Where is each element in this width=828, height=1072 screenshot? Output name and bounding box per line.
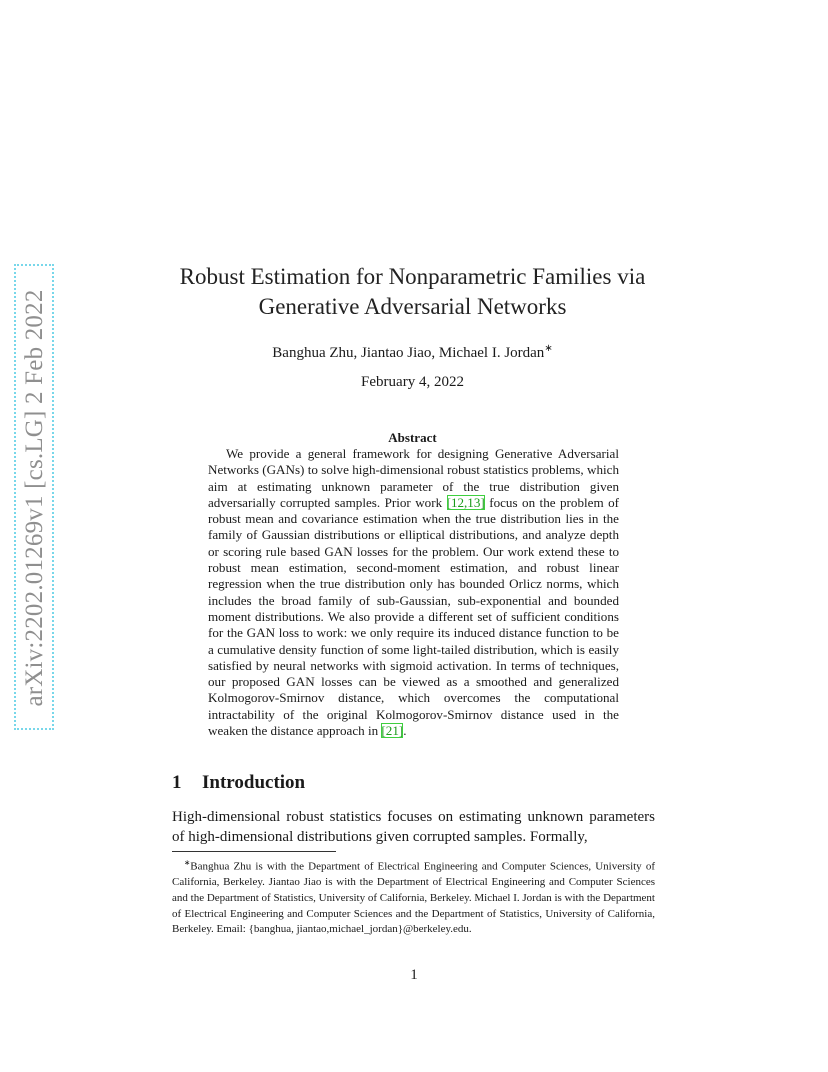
author-names: Banghua Zhu, Jiantao Jiao, Michael I. Jordan xyxy=(272,345,545,361)
title-line-2: Generative Adversarial Networks xyxy=(258,294,567,319)
section-title: Introduction xyxy=(202,772,306,793)
citation-link[interactable]: [21] xyxy=(381,723,404,739)
section-heading xyxy=(172,772,652,794)
abstract-text-part-2: focus on the problem of robust mean and covariance estimation when the true distribution lies in the family of Gaussian distributions or elliptical distributions, and analyze depth or scoring rule based GAN losses for the problem. Our work extend these to robust mean estimation, second-moment estimation, and robust linear regression when the true distribution only has bounded Orlicz norms, which includes the broad family of sub-Gaussian, sub-exponential and bounded moment distributions. We also provide a different set of sufficient conditions for the GAN loss to work: we only require its induced distance function to be a cumulative density function of some light-tailed distribution, which is easily satisfied by neural networks with sigmoid activation. In terms of techniques, our proposed GAN losses can be viewed as a smoothed and generalized Kolmogorov-Smirnov distance, which overcomes the computational intractability of the original Kolmogorov-Smirnov distance used in the weaken the distance approach in xyxy=(208,494,619,739)
author-footnote-mark[interactable]: ∗ xyxy=(544,343,553,354)
publication-date: February 4, 2022 xyxy=(361,374,464,390)
citation-link[interactable]: [12,13] xyxy=(446,494,485,510)
abstract-text-part-3: . xyxy=(403,723,407,739)
footnote-divider xyxy=(172,851,336,852)
abstract-text xyxy=(208,446,619,739)
abstract-heading: Abstract xyxy=(388,430,437,445)
arxiv-identifier[interactable]: arXiv:2202.01269v1 [cs.LG] 2 Feb 2022 xyxy=(21,289,48,707)
introduction-paragraph: High-dimensional robust statistics focuses on estimating unknown parameters of high-dimensional distributions given corrupted samples. Formally, xyxy=(172,809,655,845)
section-number: 1 xyxy=(172,772,182,793)
page-number: 1 xyxy=(410,967,418,983)
author-footnote xyxy=(172,855,655,938)
footnote-mark: ∗ xyxy=(184,858,191,867)
paper-title xyxy=(140,262,685,322)
title-line-1: Robust Estimation for Nonparametric Families via xyxy=(179,264,646,289)
abstract-text-part-1: We provide a general framework for designing Generative Adversarial Networks (GANs) to solve high-dimensional robust statistics problems, which aim at estimating unknown parameter of the true distribution given adversarially corrupted samples. Prior work xyxy=(208,446,619,510)
footnote-text: Banghua Zhu is with the Department of Electrical Engineering and Computer Sciences, University of California, Berkeley. Jiantao Jiao is with the Department of Electrical Engineering and Computer Sciences and the Department of Statistics, University of California, Berkeley. Michael I. Jordan is with the Department of Electrical Engineering and Computer Sciences and the Department of Statistics, University of California, Berkeley. Email: {banghua, jiantao,michael_jordan}@berkeley.edu. xyxy=(172,860,655,936)
author-list xyxy=(140,339,685,363)
